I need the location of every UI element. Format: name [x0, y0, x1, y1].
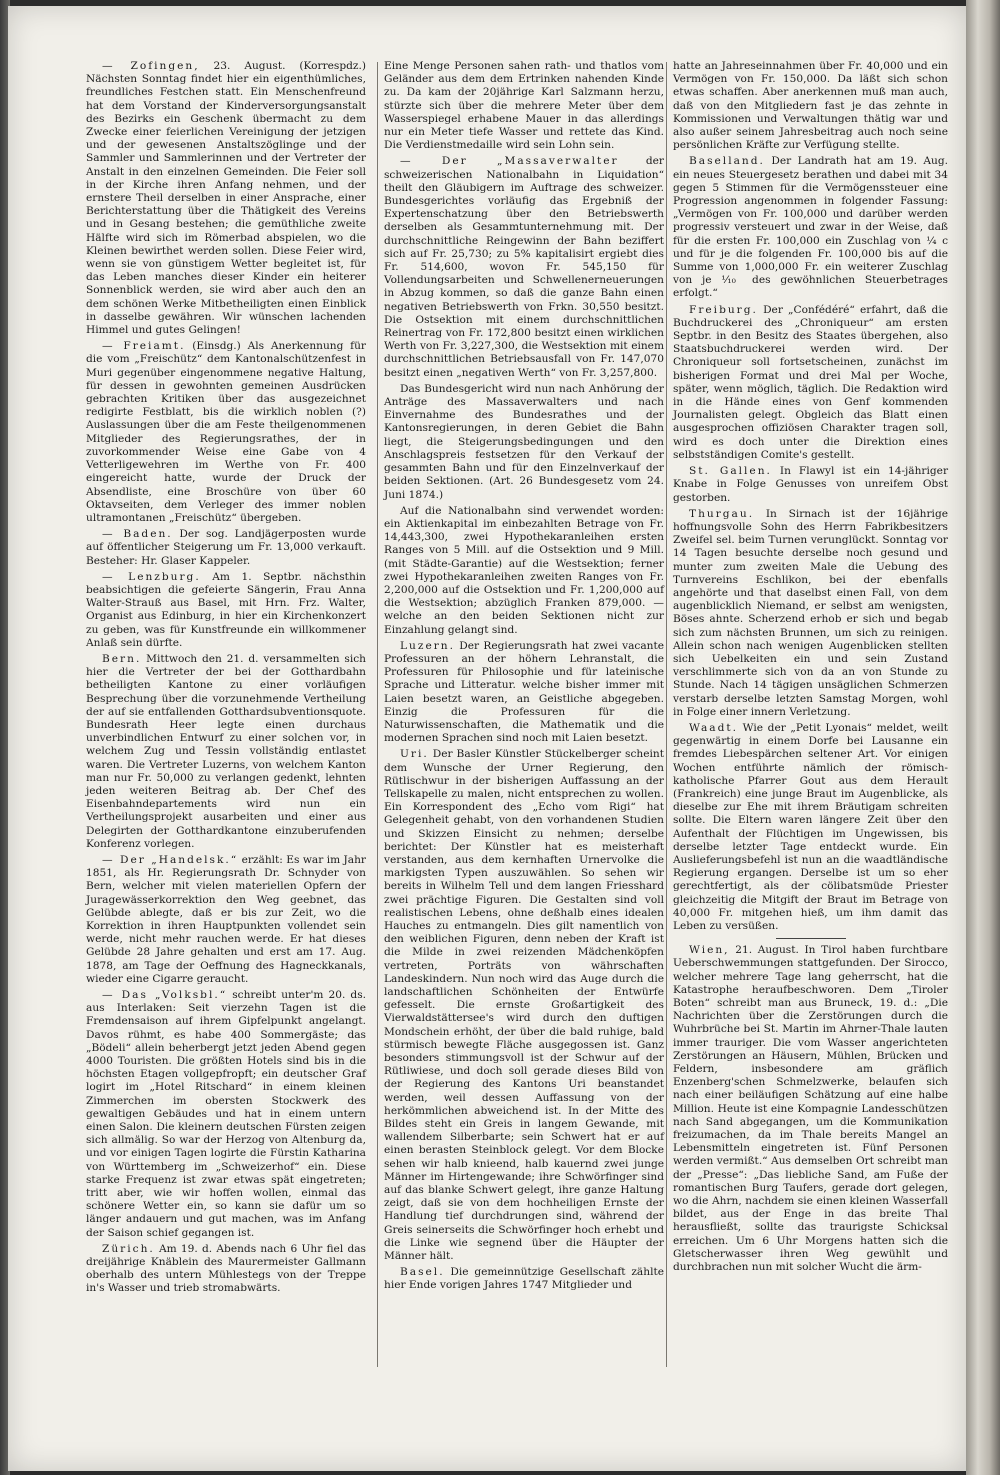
article-paragraph	[86, 528, 366, 568]
article-text: Der Landrath hat am 19. Aug. ein neues Steuergesetz berathen und dabei mit 34 gegen 5 Stimmen für die Vermögenssteuer eine Progression angenommen in folgender Fassung: „Vermögen von Fr. 100,000 und darüber werden progressiv versteuert und zwar in der Weise, daß für die ersten Fr. 100,000 ein Zuschlag von ¼ c und für je die folgenden Fr. 100,000 bis auf die Summe von 1,000,000 Fr. ein weiterer Zuschlag von je ⅒ des gewöhnlichen Steuerbetrages erfolgt.“	[673, 155, 948, 300]
column-right	[673, 60, 948, 1277]
article-dateline: St. Gallen.	[689, 465, 772, 478]
article-paragraph	[384, 640, 664, 746]
article-paragraph	[86, 854, 366, 986]
article-paragraph	[673, 465, 948, 505]
article-dateline: — Zofingen,	[102, 60, 200, 72]
column-divider	[666, 62, 667, 1367]
article-text: In Sirnach ist der 16jährige hoffnungsvolle Sohn des Herrn Fabrikbesitzers Zweifel sel. beim Turnen verunglückt. Sonntag vor 14 Tagen besuchte derselbe noch gesund und munter zum zweiten Male die Uebung des Turnvereins Eschlikon, bei der ebenfalls angehörte und that daselbst einen Fall, von dem augenblicklich Niemand, er selbst am wenigsten, Böses ahnte. Scherzend erhob er sich und begab sich zum nächsten Brunnen, um sich zu reinigen. Allein schon nach wenigen Augenblicken stellten sich Uebelkeiten ein und sein Zustand verschlimmerte sich von da an von Stunde zu Stunde. Nach 14 tägigen unsäglichen Schmerzen verstarb derselbe letzten Samstag Morgen, wohl in Folge einer innern Verletzung.	[673, 507, 949, 718]
article-dateline: Freiburg.	[689, 303, 758, 316]
article-text: Eine Menge Personen sahen rath- und thatlos vom Geländer aus dem dem Ertrinken nahenden Kinde zu. Da kam der 20jährige Karl Salzmann herzu, stürzte sich über die mehrere Meter über dem Wasserspiegel erhabene Mauer in das allerdings nur ein Meter tiefe Wasser und rettete das Kind. Die Verdienstmedaille wird sein Lohn sein.	[384, 60, 664, 152]
column-left	[86, 60, 366, 1299]
article-paragraph	[673, 155, 948, 300]
article-paragraph	[86, 989, 366, 1240]
article-paragraph	[384, 1266, 664, 1292]
article-text: Am 19. d. Abends nach 6 Uhr fiel das dreijährige Knäblein des Maurermeister Gallmann oberhalb des untern Mühlestegs von der Treppe in's Wasser und trieb stromabwärts.	[86, 1242, 366, 1295]
article-text: hatte an Jahreseinnahmen über Fr. 40,000 und ein Vermögen von Fr. 150,000. Da läßt sich schon etwas schaffen. Aber anerkennen muß man auch, daß von den Mitgliedern fast je das zehnte in Kommissionen und Verwaltungen thätig war und also außer seinem Jahresbeitrag auch noch seine persönlichen Kräfte zur Verfügung stellte.	[673, 60, 948, 152]
article-paragraph	[86, 340, 366, 525]
article-dateline: Thurgau.	[689, 507, 755, 520]
article-dateline: Luzern.	[400, 639, 455, 652]
article-paragraph	[384, 155, 664, 379]
article-dateline: — Der „Massaverwalter	[400, 155, 619, 168]
article-text: 21. August. In Tirol haben furchtbare Ueberschwemmungen stattgefunden. Der Sirocco, welcher mehrere Tage lang geherrscht, hat die Katastrophe heraufbeschworen. Dem „Tiroler Boten“ schreibt man aus Bruneck, 19. d.: „Die Nachrichten über die Zerstörungen durch die Wuhrbrüche bei St. Martin im Ahrner-Thale lauten immer trauriger. Die vom Wasser angerichteten Zerstörungen an Häusern, Mühlen, Brücken und Feldern, insbesondere am gräflich Enzenberg'schen Schmelzwerke, belaufen sich nach einer beiläufigen Schätzung auf eine halbe Million. Heute ist eine Kompagnie Landesschützen nach Sand abgegangen, um die Kommunikation freizumachen, da im Thale bereits Mangel an Lebensmitteln eingetreten ist. Fünf Personen werden vermißt.“ Aus demselben Ort schreibt man der „Presse“: „Das liebliche Sand, am Fuße der romantischen Burg Taufers, gerade dort gelegen, wo die Ahrn, nachdem sie einen kleinen Wasserfall bildet, aus der Enge in das breite Thal herausfließt, sollte das traurigste Schicksal erreichen. Um 6 Uhr Morgens hatten sich die Gletscherwasser ihren Weg gewühlt und durchbrachen nun mit solcher Wucht die ärm-	[673, 944, 948, 1274]
article-dateline: — Das „Volksbl.“	[102, 989, 228, 1002]
article-dateline: Waadt.	[689, 721, 739, 734]
article-text: Der „Confédéré“ erfahrt, daß die Buchdruckerei des „Chroniqueur“ am ersten Septbr. in den Besitz des Staates übergehen, also Staatsbuchdruckerei werden wird. Der Chroniqueur soll fortsetscheinen, zunächst im bisherigen Format und drei Mal per Woche, später, wenn möglich, täglich. Die Redaktion wird in die Hände eines von Genf kommenden Journalisten gelegt. Obgleich das Blatt einen ausgesprochen offiziösen Charakter tragen soll, wird es doch unter die Direktion eines selbstständigen Comite's gestellt.	[673, 303, 949, 461]
article-text: schreibt unter'm 20. ds. aus Interlaken: Seit vierzehn Tagen ist die Fremdensaison auf ihrem Gipfelpunkt angelangt. Davos rühmt, es habe 400 Sommergäste; das „Bödeli“ allein beherbergt jetzt jeden Abend gegen 4000 Touristen. Die größten Hotels sind bis in die höchsten Etagen vollgepfropft; ein deutscher Graf logirt im „Hotel Ritschard“ in einem kleinen Zimmerchen im obersten Stockwerk des gewaltigen Gebäudes und hat in einem untern einen Salon. Die kleinern deutschen Fürsten zeigen sich allmälig. So war der Herzog von Altenburg da, und vor einigen Tagen logirte die Fürstin Katharina von Württemberg im „Schweizerhof“ ein. Diese starke Frequenz ist zwar etwas spät eingetreten; tritt aber, wie wir hoffen wollen, einmal das schönere Wetter ein, so kann sie dafür um so länger andauern und gut machen, was im Anfang der Saison schief gegangen ist.	[86, 989, 366, 1239]
article-text: Der Basler Künstler Stückelberger scheint dem Wunsche der Urner Regierung, den Rütlischwur in der bisherigen Auffassung an der Tellskapelle zu malen, nicht entsprechen zu wollen. Ein Korrespondent des „Echo vom Rigi“ hat Gelegenheit gehabt, von den vorhandenen Studien und Skizzen Einsicht zu nehmen; derselbe berichtet: Der Künstler hat es meisterhaft verstanden, aus dem kernhaften Urnervolke die markigsten Typen auszuwählen. So sehen wir bereits in Wilhelm Tell und dem langen Friesshard zwei prächtige Figuren. Die Gestalten sind voll realistischen Lebens, ohne deßhalb eines idealen Hauches zu entmangeln. Dies gilt namentlich von den weiblichen Figuren, denn neben der Kraft ist die Milde in zwei reizenden Mädchenköpfen vertreten, Porträts von währschaften Landeskindern. Nun noch wird das Auge durch die landschaftlichen Schönheiten der Entwürfe gefesselt. Die ernste Großartigkeit des Vierwaldstättersee's wird durch den duftigen Mondschein erhöht, der über die bald ruhige, bald stürmisch bewegte Fläche ausgegossen ist. Ganz besonders stimmungsvoll ist der Schwur auf der Rütliwiese, und doch soll gerade dieses Bild von der Regierung des Kantons Uri beanstandet werden, weil dessen Auffassung von der herkömmlichen abweichend ist. In der Mitte des Bildes steht ein Greis in langem Gewande, mit wallendem Silberbarte; sein Schwert hat er auf einen berasten Steinblock gelegt. Vor dem Blocke sehen wir halb knieend, halb kauernd zwei junge Männer im Hirtengewande; ihre Schwörfinger sind auf das blanke Schwert gelegt, ihre ganze Haltung zeigt, daß sie von dem hochheiligen Ernste der Handlung tief durchdrungen sind, während der Greis seinerseits die Schwörfinger hoch erhebt und die Linke wie segnend über die Häupter der Männer hält.	[384, 748, 664, 1263]
article-text: Wie der „Petit Lyonais“ meldet, weilt gegenwärtig in einem Dorfe bei Lausanne ein fremdes Liebespärchen seltener Art. Vor einigen Wochen entführte nämlich der römisch-katholische Pfarrer Gout aus dem Herault (Frankreich) eine junge Braut im Augenblicke, als dieselbe zur Ehe mit ihrem Bräutigam schreiten sollte. Die Eltern waren längere Zeit über den Aufenthalt der Flüchtigen im Ungewissen, bis derselbe letzter Tage entdeckt wurde. Ein Auslieferungsbefehl ist nun an die waadtländische Regierung ergangen. Derselbe ist um so eher gerechtfertigt, als der cölibatsmüde Priester gleichzeitig die Mitgift der Braut im Betrage von 40,000 Fr. mitgehen hieß, um ihm damit das Leben zu versüßen.	[673, 721, 949, 932]
article-text: Mittwoch den 21. d. versammelten sich hier die Vertreter der bei der Gotthardbahn betheiligten Kantone zu einer vorläufigen Besprechung über die vorzunehmende Vertheilung der auf sie entfallenden Gotthardsubventionsquote. Bundesrath Heer legte einen durchaus unverbindlichen Entwurf zu einer solchen vor, in welchem Zug und Tessin vollständig entlastet waren. Die Vertreter Luzerns, von welchem Kanton man nur Fr. 50,000 zu verlangen gedenkt, lehnten jeden weiteren Beitrag ab. Der Chef des Eisenbahndepartements wird nun ein Vertheilungsprojekt ausarbeiten und einer aus Delegirten der Gotthardkantone einzuberufenden Konferenz vorlegen.	[86, 652, 366, 850]
article-text: der schweizerischen Nationalbahn in Liquidation“ theilt den Gläubigern im Auftrage des schweizer. Bundesgerichtes vorläufig das Ergebniß der Expertenschatzung über den Betriebswerth derselben als Gesammtunternehmung mit. Der durchschnittliche Reingewinn der Bahn beziffert sich auf Fr. 25,730; zu 5% kapitalisirt ergiebt dies Fr. 514,600, wovon Fr. 545,150 für Vollendungsarbeiten und Schwellenerneuerungen in Abzug kommen, so daß die ganze Bahn einen negativen Betriebswerth von Frkn. 30,550 besitzt. Die Ostsektion mit einem durchschnittlichen Reinertrag von Fr. 172,800 besitzt einen wirklichen Werth von Fr. 3,227,300, die Westsektion mit einem durchschnittlichen Betriebsausfall von Fr. 147,070 besitzt einen „negativen Werth“ von Fr. 3,257,800.	[384, 155, 664, 379]
article-dateline: — Lenzburg.	[102, 570, 201, 583]
article-paragraph	[384, 748, 664, 1263]
article-paragraph	[384, 60, 664, 152]
section-rule	[776, 938, 846, 939]
article-paragraph	[673, 304, 948, 462]
article-dateline: — Der „Handelsk.“	[102, 853, 239, 866]
article-paragraph	[673, 722, 948, 933]
article-paragraph	[673, 508, 948, 719]
article-paragraph	[86, 653, 366, 851]
article-text: Der Regierungsrath hat zwei vacante Professuren an der höhern Lehranstalt, die Professuren für Philosophie und für lateinische Sprache und Litteratur. welche bisher immer mit Laien besetzt waren, an Geistliche abgegeben. Einzig die Professuren für die Naturwissenschaften, die Mathematik und die modernen Sprachen sind noch mit Laien besetzt.	[384, 639, 664, 745]
article-text: Am 1. Septbr. nächsthin beabsichtigen die gefeierte Sängerin, Frau Anna Walter-Strauß aus Basel, mit Hrn. Frz. Walter, Organist aus Edinburg, in hier ein Kirchenkonzert zu geben, was für Kunstfreunde ein willkommener Anlaß sein dürfte.	[86, 570, 366, 649]
article-text: Das Bundesgericht wird nun nach Anhörung der Anträge des Massaverwalters und nach Einvernahme des Bundesrathes und der Kantonsregierungen, in deren Gebiet die Bahn liegt, die Steigerungsbedingungen und den Anschlagspreis festsetzen für den Verkauf der gesammten Bahn und für den Einzelnverkauf der beiden Sektionen. (Art. 26 Bundesgesetz vom 24. Juni 1874.)	[384, 382, 664, 501]
article-text: In Flawyl ist ein 14-jähriger Knabe in Folge Genusses von unreifem Obst gestorben.	[673, 465, 949, 504]
article-text: 23. August. (Korrespdz.) Nächsten Sonntag findet hier ein eigenthümliches, freundliches Festchen statt. Ein Menschenfreund hat dem Vorstand der Kinderversorgungsanstalt des Bezirks ein Geschenk übermacht zu dem Zwecke einer feierlichen Vereinigung der jetzigen und der gewesenen Anstaltszöglinge und der Sammler und Sammlerinnen und der Vertreter der Anstalt in den einzelnen Gemeinden. Die Feier soll in der Kirche ihren Anfang nehmen, und der ernstere Theil derselben in einer Ansprache, einer Berichterstattung über die Thätigkeit des Vereins und in Gesang bestehen; die gemüthliche zweite Hälfte wird sich im Römerbad abspielen, wo die Kleinen bewirthet werden sollen. Diese Feier wird, wenn sie von günstigem Wetter begleitet ist, für das Leben manches dieser Kinder ein heiterer Sonnenblick werden, sie wird aber auch den an dem schönen Werke Mitbetheiligten einen Einblick in dasselbe gewähren. Wir wünschen lachenden Himmel und gutes Gelingen!	[86, 60, 366, 337]
article-dateline: Zürich.	[102, 1242, 155, 1255]
article-paragraph	[384, 383, 664, 502]
article-dateline: Wien,	[689, 944, 730, 957]
article-text: Die gemeinnützige Gesellschaft zählte hier Ende vorigen Jahres 1747 Mitglieder und	[384, 1266, 664, 1292]
article-paragraph	[673, 60, 948, 152]
column-middle	[384, 60, 664, 1296]
article-text: (Einsdg.) Als Anerkennung für die vom „Freischütz“ dem Kantonalschützenfest in Muri gegenüber eingenommene negative Haltung, für dessen in gewohnten gemeinen Ausdrücken gebrachten Kritiken über das ausgezeichnet redigirte Festblatt, bis die wirklich noblen (?) Auslassungen über die am Feste theilgenommenen Mitglieder des Regierungsrathes, der in zuvorkommender Weise eine Gabe von 4 Vetterligewehren im Werthe von Fr. 400 eingereicht hatte, wurde der Druck der Absendliste, eine Broschüre von über 60 Oktavseiten, dem Verleger des immer noblen ultramontanen „Freischütz“ übergeben.	[86, 340, 366, 524]
article-dateline: — Baden.	[102, 528, 173, 541]
article-dateline: Baselland.	[689, 155, 765, 168]
article-text: Der sog. Landjägerposten wurde auf öffentlicher Steigerung um Fr. 13,000 verkauft. Besteher: Hr. Glaser Kappeler.	[86, 528, 366, 567]
page-edge-stack	[966, 0, 1000, 1475]
article-paragraph	[86, 1243, 366, 1296]
article-dateline: — Freiamt.	[102, 340, 186, 353]
article-dateline: Uri.	[400, 748, 429, 761]
article-paragraph	[86, 571, 366, 650]
article-paragraph	[384, 505, 664, 637]
article-text: Auf die Nationalbahn sind verwendet worden: ein Aktienkapital im einbezahlten Betrage von Fr. 14,443,300, zwei Hypothekaranleihen ersten Ranges von 5 Mill. auf die Ostsektion und 9 Mill. (mit Städte-Garantie) auf die Westsektion; ferner zwei Hypothekaranleihen zweiten Ranges von Fr. 2,200,000 auf die Ostsektion und Fr. 1,200,000 auf die Westsektion; abzüglich Franken 879,000. — welche an den beiden Sektionen nicht zur Einzahlung gelangt sind.	[384, 504, 664, 636]
column-divider	[377, 62, 378, 1367]
article-paragraph	[673, 944, 948, 1274]
article-paragraph	[86, 60, 366, 337]
article-text: erzählt: Es war im Jahr 1851, als Hr. Regierungsrath Dr. Schnyder von Bern, welcher mit vielen materiellen Opfern der Juragewässerkorrektion den Weg geebnet, das Gelübde ablegte, daß er bis zur Zeit, wo die Korrektion in ihren Hauptpunkten vollendet sein werde, nicht mehr rauchen werde. Er hat dieses Gelübde 28 Jahre gehalten und erst am 17. Aug. 1878, am Tage der Oeffnung des Hagneckkanals, wieder eine Cigarre geraucht.	[86, 853, 366, 985]
article-dateline: Basel.	[400, 1266, 445, 1279]
article-dateline: Bern.	[102, 652, 142, 665]
